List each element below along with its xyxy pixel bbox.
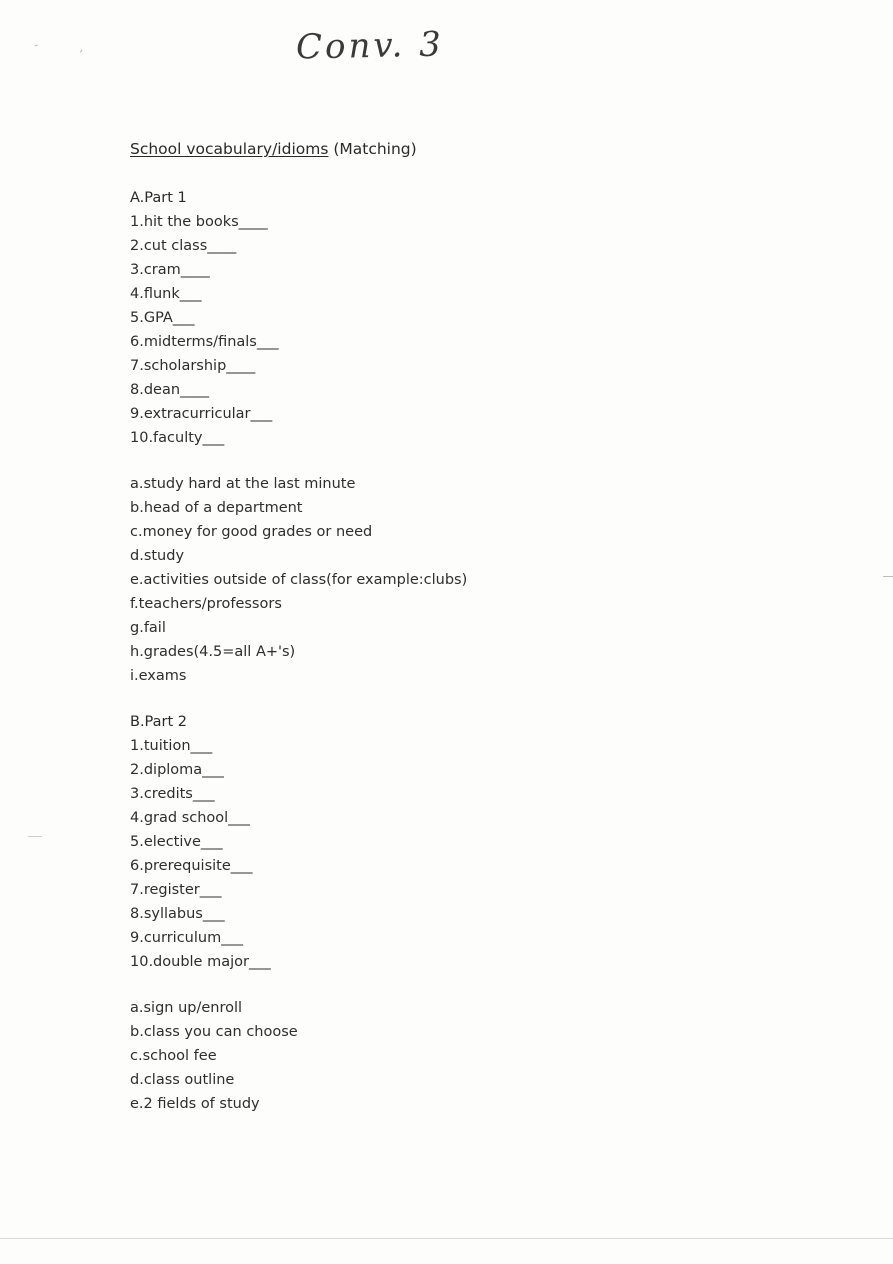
list-item: 9.curriculum___ xyxy=(130,930,243,946)
list-item: h.grades(4.5=all A+'s) xyxy=(130,644,296,660)
section-label: B.Part 2 xyxy=(130,714,188,730)
scan-artifact-icon: ‐ xyxy=(31,37,41,54)
worksheet-heading-topic: School vocabulary/idioms xyxy=(130,140,329,158)
list-item: 5.GPA___ xyxy=(130,310,195,326)
list-item: 8.dean____ xyxy=(130,382,210,398)
list-item: a.sign up/enroll xyxy=(130,1000,243,1016)
list-item: 1.hit the books____ xyxy=(130,214,268,230)
list-item: 3.credits___ xyxy=(130,786,215,802)
page-footer-divider xyxy=(0,1238,893,1239)
scan-edge-mark xyxy=(883,576,893,577)
section-part-1-terms xyxy=(130,186,730,450)
scan-artifact-icon: ’ xyxy=(76,47,84,64)
list-item: 4.grad school___ xyxy=(130,810,250,826)
list-item: e.activities outside of class(for example:clubs) xyxy=(130,572,468,588)
worksheet-heading xyxy=(130,138,730,160)
list-item: g.fail xyxy=(130,620,166,636)
list-item: 4.flunk___ xyxy=(130,286,202,302)
list-item: 5.elective___ xyxy=(130,834,223,850)
list-item: 6.midterms/finals___ xyxy=(130,334,279,350)
section-label: A.Part 1 xyxy=(130,190,187,206)
list-item: 10.double major___ xyxy=(130,954,271,970)
list-item: c.money for good grades or need xyxy=(130,524,373,540)
list-item: e.2 fields of study xyxy=(130,1096,260,1112)
section-part-2-terms xyxy=(130,710,730,974)
list-item: i.exams xyxy=(130,668,187,684)
page-title: Conv. 3 xyxy=(295,24,445,68)
scan-edge-mark xyxy=(28,836,42,837)
worksheet-body xyxy=(130,138,730,1138)
list-item: 7.scholarship____ xyxy=(130,358,256,374)
list-item: 2.cut class____ xyxy=(130,238,237,254)
list-item: 2.diploma___ xyxy=(130,762,224,778)
list-item: 6.prerequisite___ xyxy=(130,858,253,874)
list-item: d.study xyxy=(130,548,185,564)
list-item: 3.cram____ xyxy=(130,262,210,278)
section-part-2-definitions xyxy=(130,996,730,1116)
list-item: c.school fee xyxy=(130,1048,217,1064)
list-item: 9.extracurricular___ xyxy=(130,406,273,422)
section-part-1-definitions xyxy=(130,472,730,688)
list-item: f.teachers/professors xyxy=(130,596,282,612)
list-item: 7.register___ xyxy=(130,882,222,898)
worksheet-heading-type: (Matching) xyxy=(328,140,417,158)
list-item: 1.tuition___ xyxy=(130,738,213,754)
list-item: 10.faculty___ xyxy=(130,430,225,446)
list-item: d.class outline xyxy=(130,1072,235,1088)
list-item: b.class you can choose xyxy=(130,1024,298,1040)
list-item: a.study hard at the last minute xyxy=(130,476,356,492)
list-item: 8.syllabus___ xyxy=(130,906,225,922)
list-item: b.head of a department xyxy=(130,500,303,516)
